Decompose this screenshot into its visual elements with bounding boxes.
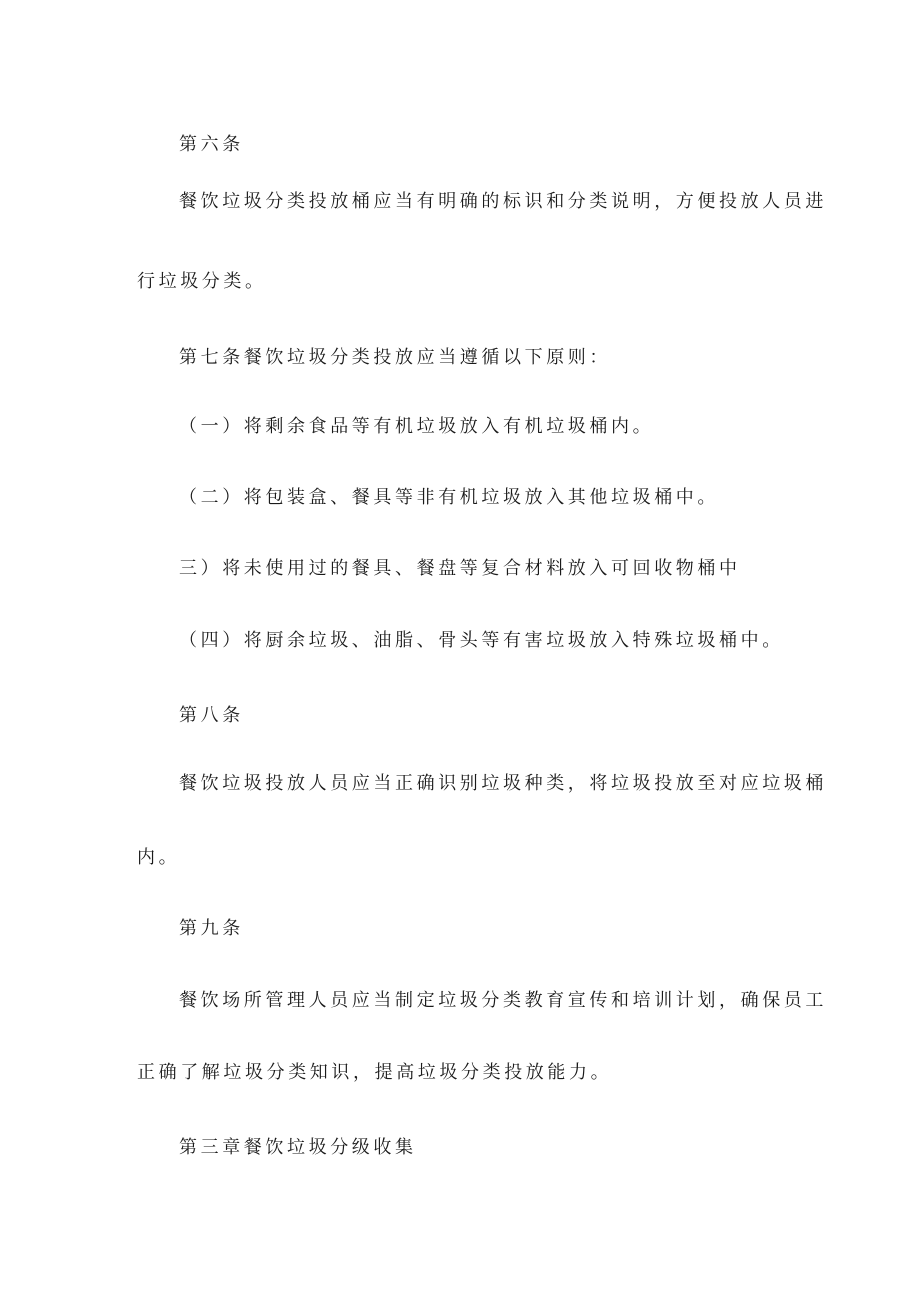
paragraph-line: 餐饮垃圾分类投放桶应当有明确的标识和分类说明，方便投放人员进	[179, 191, 827, 212]
paragraph-line: 第八条	[179, 705, 244, 726]
paragraph-line: 第七条餐饮垃圾分类投放应当遵循以下原则：	[179, 347, 611, 368]
paragraph-line: （二）将包装盒、餐具等非有机垃圾放入其他垃圾桶中。	[179, 487, 719, 508]
paragraph-line: 行垃圾分类。	[137, 271, 267, 292]
paragraph-line: 正确了解垃圾分类知识，提高垃圾分类投放能力。	[137, 1062, 613, 1083]
paragraph-line: 餐饮场所管理人员应当制定垃圾分类教育宣传和培训计划，确保员工	[179, 990, 827, 1011]
paragraph-line: 第六条	[179, 134, 244, 155]
paragraph-line: 第九条	[179, 918, 244, 939]
paragraph-line: 餐饮垃圾投放人员应当正确识别垃圾种类，将垃圾投放至对应垃圾桶	[179, 773, 827, 794]
paragraph-line: 第三章餐饮垃圾分级收集	[179, 1137, 417, 1158]
paragraph-line: （一）将剩余食品等有机垃圾放入有机垃圾桶内。	[179, 416, 655, 437]
paragraph-line: （四）将厨余垃圾、油脂、骨头等有害垃圾放入特殊垃圾桶中。	[179, 630, 784, 651]
paragraph-line: 三）将未使用过的餐具、餐盘等复合材料放入可回收物桶中	[179, 558, 741, 579]
paragraph-line: 内。	[137, 847, 181, 868]
